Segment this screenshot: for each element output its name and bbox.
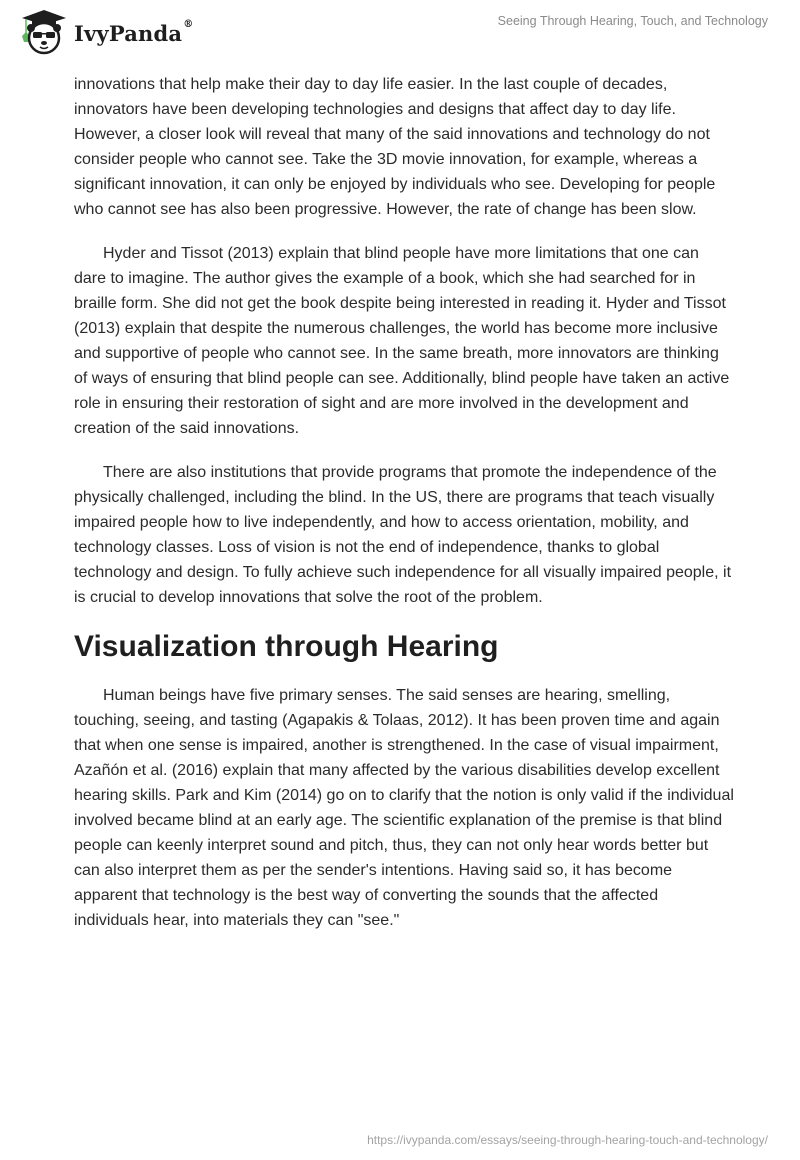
paragraph: There are also institutions that provide programs that promote the independence of the physically challenged, including the blind. In the US, there are programs that teach visually impaired people how to live independently, and how to access orientation, mobility, and technology classes. Loss of vision is not the end of independence, thanks to global technology and design. To fully achieve such independence for all visually impaired people, it is crucial to develop innovations that solve the root of the problem. — [74, 464, 732, 606]
paragraph: Human beings have five primary senses. The said senses are hearing, smelling, touching, seeing, and tasting (Agapakis & Tolaas, 2012). It has been proven time and again that when one sense is impaired, another is strengthened. In the case of visual impairment, Azañón et al. (2016) explain that many affected by the various disabilities develop excellent hearing skills. Park and Kim (2014) go on to clarify that the notion is only valid if the individual involved became blind at an early age. The scientific explanation of the premise is that blind people can keenly interpret sound and pitch, thus, they can not only hear words better but can also interpret them as per the sender's intentions. Having said so, it has become apparent that technology is the best way of converting the sounds that the affected individuals hear, into materials they can "see." — [74, 687, 734, 929]
ivypanda-logo[interactable] — [14, 6, 193, 56]
source-url[interactable]: https://ivypanda.com/essays/seeing-through-hearing-touch-and-technology/ — [367, 1133, 768, 1147]
section-heading: Visualization through Hearing — [74, 630, 499, 663]
document-title: Seeing Through Hearing, Touch, and Technology — [497, 14, 768, 28]
paragraph: innovations that help make their day to day life easier. In the last couple of decades, innovators have been developing technologies and designs that affect day to day life. However, a closer look will reveal that many of the said innovations and technology do not consider people who cannot see. Take the 3D movie innovation, for example, whereas a significant innovation, it can only be enjoyed by individuals who see. Developing for people who cannot see has also been progressive. However, the rate of change has been slow. — [74, 76, 716, 218]
brand-name: IvyPanda® — [74, 18, 194, 46]
registered-mark: ® — [183, 18, 194, 30]
paragraph: Hyder and Tissot (2013) explain that blind people have more limitations that one can dare to imagine. The author gives the example of a book, which she had searched for in braille form. She did not get the book despite being interested in reading it. Hyder and Tissot (2013) explain that despite the numerous challenges, the world has become more inclusive and supportive of people who cannot see. In the same breath, more innovators are thinking of ways of ensuring that blind people can see. Additionally, blind people have taken an active role in ensuring their restoration of sight and are more involved in the development and creation of the said innovations. — [74, 245, 730, 437]
page-header — [0, 0, 800, 60]
panda-graduate-icon — [14, 6, 72, 56]
essay-content — [74, 72, 734, 952]
